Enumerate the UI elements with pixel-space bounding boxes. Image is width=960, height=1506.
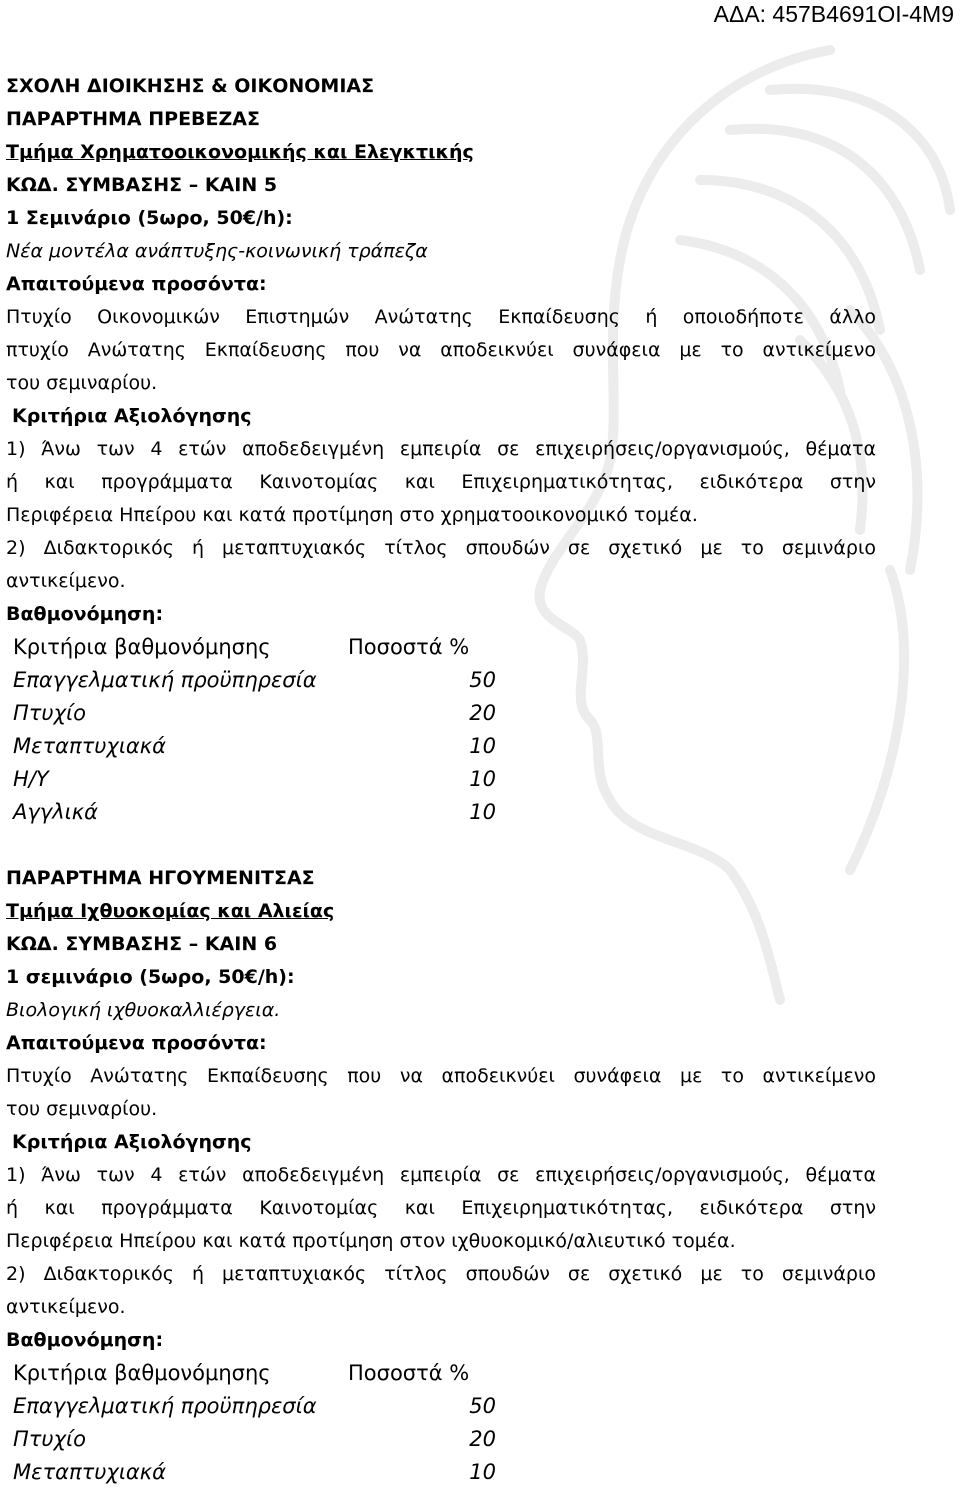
table-cell-percent: 50 — [469, 1394, 496, 1418]
table-cell-criterion: Η/Υ — [13, 767, 49, 791]
table-cell-percent: 10 — [469, 1460, 496, 1484]
table-cell-percent: 10 — [469, 767, 496, 791]
grading-heading: Βαθμονόμηση: — [6, 603, 164, 625]
ada-code: ΑΔΑ: 457Β4691ΟΙ-4Μ9 — [713, 1, 954, 27]
table-cell-criterion: Αγγλικά — [13, 800, 98, 824]
seminar-title: Νέα μοντέλα ανάπτυξης-κοινωνική τράπεζα — [6, 240, 428, 262]
qualifications-2-line1: Πτυχίο Ανώτατης Εκπαίδευσης που να αποδεικνύει συνάφεια με το αντικείμενο — [6, 1065, 876, 1087]
table-header-criteria: Κριτήρια βαθμονόμησης — [13, 635, 271, 659]
grading-table-header — [13, 1357, 496, 1390]
table-cell-percent: 50 — [469, 668, 496, 692]
criteria1-line1: 1) Άνω των 4 ετών αποδεδειγμένη εμπειρία σε επιχειρήσεις/οργανισμούς, θέματα — [6, 438, 876, 460]
table-cell-criterion: Μεταπτυχιακά — [13, 1460, 166, 1484]
table-row — [13, 1390, 496, 1423]
table-cell-percent: 20 — [469, 701, 496, 725]
table-cell-criterion: Πτυχίο — [13, 1427, 86, 1451]
branch-title-2: ΠΑΡΑΡΤΗΜΑ ΗΓΟΥΜΕΝΙΤΣΑΣ — [6, 867, 315, 889]
criteria2-2-line1: 2) Διδακτορικός ή μεταπτυχιακός τίτλος σπουδών σε σχετικό με το σεμινάριο — [6, 1263, 876, 1285]
qualifications-text-line1: Πτυχίο Οικονομικών Επιστημών Ανώτατης Εκπαίδευσης ή οποιοδήποτε άλλο — [6, 306, 876, 328]
table-cell-percent: 20 — [469, 1427, 496, 1451]
document-body — [6, 70, 876, 1489]
table-row — [13, 1456, 496, 1489]
qualifications-text-line2: πτυχίο Ανώτατης Εκπαίδευσης που να αποδεικνύει συνάφεια με το αντικείμενο — [6, 339, 876, 361]
criteria2-2-line2: αντικείμενο. — [6, 1296, 126, 1318]
table-cell-criterion: Μεταπτυχιακά — [13, 734, 166, 758]
criteria1-2-line3: Περιφέρεια Ηπείρου και κατά προτίμηση στον ιχθυοκομικό/αλιευτικό τομέα. — [6, 1230, 736, 1252]
grading-table-header — [13, 631, 496, 664]
department-title-2: Τμήμα Ιχθυοκομίας και Αλιείας — [6, 900, 335, 922]
criteria1-line2: ή και προγράμματα Καινοτομίας και Επιχειρηματικότητας, ειδικότερα στην — [6, 471, 876, 493]
table-row — [13, 763, 496, 796]
table-cell-criterion: Επαγγελματική προϋπηρεσία — [13, 668, 317, 692]
criteria1-2-line1: 1) Άνω των 4 ετών αποδεδειγμένη εμπειρία σε επιχειρήσεις/οργανισμούς, θέματα — [6, 1164, 876, 1186]
contract-code: ΚΩΔ. ΣΥΜΒΑΣΗΣ – ΚΑΙΝ 5 — [6, 174, 278, 196]
seminar-info-2: 1 σεμινάριο (5ωρο, 50€/h): — [6, 966, 295, 988]
branch-title: ΠΑΡΑΡΤΗΜΑ ΠΡΕΒΕΖΑΣ — [6, 108, 260, 130]
seminar-info: 1 Σεμινάριο (5ωρο, 50€/h): — [6, 207, 293, 229]
table-cell-criterion: Επαγγελματική προϋπηρεσία — [13, 1394, 317, 1418]
section-spacer — [6, 829, 876, 862]
criteria1-line3: Περιφέρεια Ηπείρου και κατά προτίμηση στο χρηματοοικονομικό τομέα. — [6, 504, 698, 526]
criteria1-2-line2: ή και προγράμματα Καινοτομίας και Επιχειρηματικότητας, ειδικότερα στην — [6, 1197, 876, 1219]
table-row — [13, 1423, 496, 1456]
criteria2-line2: αντικείμενο. — [6, 570, 126, 592]
table-cell-percent: 10 — [469, 734, 496, 758]
table-header-percent: Ποσοστά % — [348, 635, 470, 659]
table-row — [13, 697, 496, 730]
table-row — [13, 796, 496, 829]
grading-table — [13, 631, 496, 829]
qualifications-text-line3: του σεμιναρίου. — [6, 372, 158, 394]
table-row — [13, 730, 496, 763]
grading-heading-2: Βαθμονόμηση: — [6, 1329, 164, 1351]
table-cell-criterion: Πτυχίο — [13, 701, 86, 725]
table-header-criteria: Κριτήρια βαθμονόμησης — [13, 1361, 271, 1385]
qualifications-heading: Απαιτούμενα προσόντα: — [6, 273, 267, 295]
seminar-title-2: Βιολογική ιχθυοκαλλιέργεια. — [6, 999, 281, 1021]
contract-code-2: ΚΩΔ. ΣΥΜΒΑΣΗΣ – ΚΑΙΝ 6 — [6, 933, 278, 955]
table-row — [13, 664, 496, 697]
criteria-heading-2: Κριτήρια Αξιολόγησης — [12, 1131, 252, 1153]
qualifications-2-line2: του σεμιναρίου. — [6, 1098, 158, 1120]
criteria-heading: Κριτήρια Αξιολόγησης — [12, 405, 252, 427]
grading-table-2 — [13, 1357, 496, 1489]
table-cell-percent: 10 — [469, 800, 496, 824]
criteria2-line1: 2) Διδακτορικός ή μεταπτυχιακός τίτλος σπουδών σε σχετικό με το σεμινάριο — [6, 537, 876, 559]
table-header-percent: Ποσοστά % — [348, 1361, 470, 1385]
school-title: ΣΧΟΛΗ ΔΙΟΙΚΗΣΗΣ & ΟΙΚΟΝΟΜΙΑΣ — [6, 75, 375, 97]
qualifications-heading-2: Απαιτούμενα προσόντα: — [6, 1032, 267, 1054]
department-title: Τμήμα Χρηματοοικονομικής και Ελεγκτικής — [6, 141, 474, 163]
